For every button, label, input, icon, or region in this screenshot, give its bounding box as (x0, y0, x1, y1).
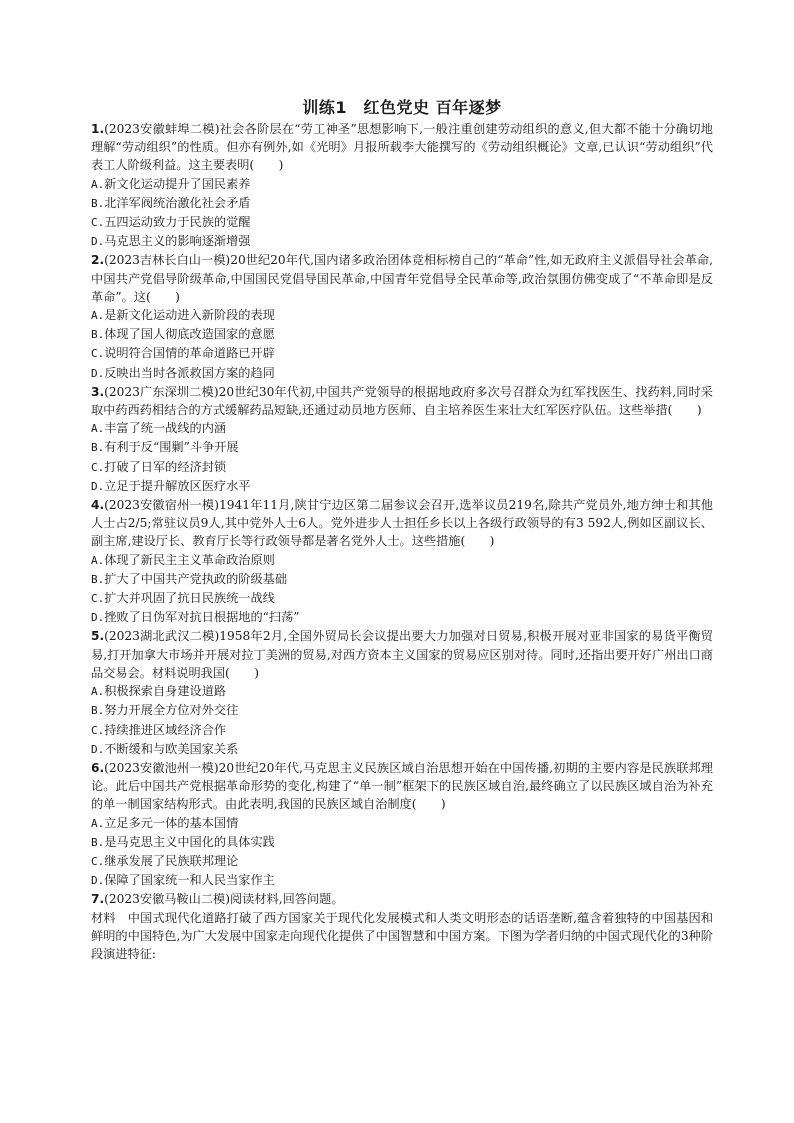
option-letter: D. (91, 366, 105, 380)
answer-option (91, 682, 713, 701)
option-letter: C. (91, 854, 105, 868)
material-label: 材料 (91, 910, 116, 925)
question-stem (91, 627, 713, 682)
question-7 (91, 890, 713, 963)
option-letter: D. (91, 235, 105, 249)
option-text: 持续推进区域经济合作 (104, 722, 227, 737)
question-2 (91, 251, 713, 382)
option-letter: B. (91, 441, 105, 455)
option-letter: B. (91, 835, 105, 849)
answer-option (91, 325, 713, 344)
option-text: 是马克思主义中国化的具体实践 (104, 834, 275, 849)
answer-option (91, 551, 713, 570)
answer-option (91, 194, 713, 213)
answer-option (91, 852, 713, 871)
question-number: 5. (91, 629, 105, 644)
question-stem (91, 496, 713, 551)
option-text: 立足于提升解放区医疗水平 (104, 478, 251, 493)
question-4 (91, 496, 713, 627)
question-number: 2. (91, 253, 105, 268)
answer-option (91, 701, 713, 720)
option-text: 继承发展了民族联邦理论 (104, 853, 239, 868)
question-stem (91, 251, 713, 306)
question-number: 3. (91, 384, 105, 399)
answer-option (91, 814, 713, 833)
question-text: (2023吉林长白山一模)20世纪20年代,国内诸多政治团体竞相标榜自己的“革命”性,如无政府主义派倡导社会革命,中国共产党倡导阶级革命,中国国民党倡导国民革命,中国青年党倡导全民革命等,政治氛围仿佛变成了“不革命即是反革命”。这( ) (91, 253, 713, 304)
question-number: 1. (91, 122, 105, 136)
option-text: 立足多元一体的基本国情 (104, 815, 239, 830)
option-letter: C. (91, 723, 105, 737)
option-letter: B. (91, 328, 105, 342)
answer-option (91, 833, 713, 852)
option-text: 积极探索自身建设道路 (104, 684, 227, 699)
answer-option (91, 306, 713, 325)
answer-option (91, 740, 713, 759)
document-page (91, 98, 713, 963)
option-letter: A. (91, 177, 105, 191)
option-letter: D. (91, 611, 105, 625)
option-letter: A. (91, 685, 105, 699)
answer-option (91, 419, 713, 438)
answer-option (91, 364, 713, 383)
material-text: 中国式现代化道路打破了西方国家关于现代化发展模式和人类文明形态的话语垄断,蕴含着独特的中国基因和鲜明的中国特色,为广大发展中国家走向现代化提供了中国智慧和中国方案。下图为学者归纳的中国式现代化的3种阶段演进特征: (91, 910, 714, 961)
question-stem (91, 890, 713, 908)
question-1 (91, 120, 713, 251)
option-text: 新文化运动提升了国民素养 (104, 176, 251, 191)
option-letter: A. (91, 816, 105, 830)
option-text: 扩大并巩固了抗日民族统一战线 (104, 591, 275, 606)
option-text: 体现了新民主主义革命政治原则 (104, 552, 275, 567)
question-stem (91, 383, 713, 419)
option-text: 挫败了日伪军对抗日根据地的“扫荡” (104, 610, 300, 625)
option-text: 反映出当时各派救国方案的趋同 (104, 365, 275, 380)
option-text: 马克思主义的影响逐渐增强 (104, 234, 251, 249)
question-6 (91, 759, 713, 890)
option-letter: C. (91, 460, 105, 474)
option-letter: C. (91, 216, 105, 230)
option-text: 不断缓和与欧美国家关系 (104, 741, 239, 756)
page-title: 训练1 红色党史 百年逐梦 (302, 98, 502, 117)
option-letter: D. (91, 874, 105, 888)
option-letter: C. (91, 592, 105, 606)
option-text: 保障了国家统一和人民当家作主 (104, 873, 275, 888)
option-letter: B. (91, 704, 105, 718)
question-text: (2023安徽池州一模)20世纪20年代,马克思主义民族区域自治思想开始在中国传播,初期的主要内容是民族联邦理论。此后中国共产党根据革命形势的变化,构建了“单一制”框架下的民族区域自治,最终确立了以民族区域自治为补充的单一制国家结构形式。由此表明,我国的民族区域自治制度( ) (91, 760, 713, 812)
answer-option (91, 232, 713, 251)
answer-option (91, 344, 713, 363)
option-letter: D. (91, 479, 105, 493)
question-number: 6. (91, 760, 105, 775)
option-text: 北洋军阀统治激化社会矛盾 (104, 195, 251, 210)
option-letter: C. (91, 347, 105, 361)
option-text: 体现了国人彻底改造国家的意愿 (104, 327, 275, 342)
question-text: (2023安徽马鞍山二模)阅读材料,回答问题。 (104, 892, 344, 907)
answer-option (91, 570, 713, 589)
option-text: 说明符合国情的革命道路已开辟 (104, 346, 275, 361)
answer-option (91, 213, 713, 232)
option-text: 有利于反“围剿”斗争开展 (104, 440, 239, 455)
option-letter: A. (91, 422, 105, 436)
question-text: (2023湖北武汉二模)1958年2月,全国外贸局长会议提出要大力加强对日贸易,积极开展对亚非国家的易货平衡贸易,打开加拿大市场并开展对拉丁美洲的贸易,对西方资本主义国家的贸易应区别对待。同时,还指出要开好广州出口商品交易会。材料说明我国( ) (91, 629, 713, 680)
option-text: 五四运动致力于民族的觉醒 (104, 215, 251, 230)
question-text: (2023安徽蚌埠二模)社会各阶层在“劳工神圣”思想影响下,一般注重创建劳动组织的意义,但大都不能十分确切地理解“劳动组织”的性质。但亦有例外,如《光明》月报所载李大能撰写的《劳动组织概论》文章,已认识“劳动组织”代表工人阶级利益。这主要表明( ) (91, 122, 713, 173)
answer-option (91, 608, 713, 627)
option-letter: A. (91, 553, 105, 567)
answer-option (91, 589, 713, 608)
question-stem (91, 120, 713, 175)
question-number: 7. (91, 892, 105, 907)
material-paragraph (91, 909, 713, 964)
question-list (91, 120, 713, 890)
answer-option (91, 477, 713, 496)
answer-option (91, 721, 713, 740)
question-3 (91, 383, 713, 496)
question-number: 4. (91, 498, 105, 513)
option-text: 打破了日军的经济封锁 (104, 459, 227, 474)
option-text: 丰富了统一战线的内涵 (104, 421, 227, 436)
question-text: (2023广东深圳二模)20世纪30年代初,中国共产党领导的根据地政府多次号召群众为红军找医生、找药料,同时采取中药西药相结合的方式缓解药品短缺,还通过动员地方医师、自主培养医生来壮大红军医疗队伍。这些举措( ) (91, 384, 713, 418)
option-text: 扩大了中国共产党执政的阶级基础 (104, 571, 288, 586)
option-text: 是新文化运动进入新阶段的表现 (104, 308, 275, 323)
question-5 (91, 627, 713, 758)
option-letter: B. (91, 196, 105, 210)
question-stem (91, 759, 713, 814)
option-letter: D. (91, 742, 105, 756)
option-text: 努力开展全方位对外交往 (104, 703, 239, 718)
answer-option (91, 438, 713, 457)
answer-option (91, 175, 713, 194)
option-letter: A. (91, 309, 105, 323)
answer-option (91, 871, 713, 890)
answer-option (91, 458, 713, 477)
question-text: (2023安徽宿州一模)1941年11月,陕甘宁边区第二届参议会召开,选举议员219名,除共产党员外,地方绅士和其他人士占2/5;常驻议员9人,其中党外人士6人。党外进步人士担任乡长以上各级行政领导的有3 592人,例如区副议长、副主席,建设厅长、教育厅长等行政领导都是著名党外人士。这些措施( ) (91, 498, 713, 549)
option-letter: B. (91, 572, 105, 586)
